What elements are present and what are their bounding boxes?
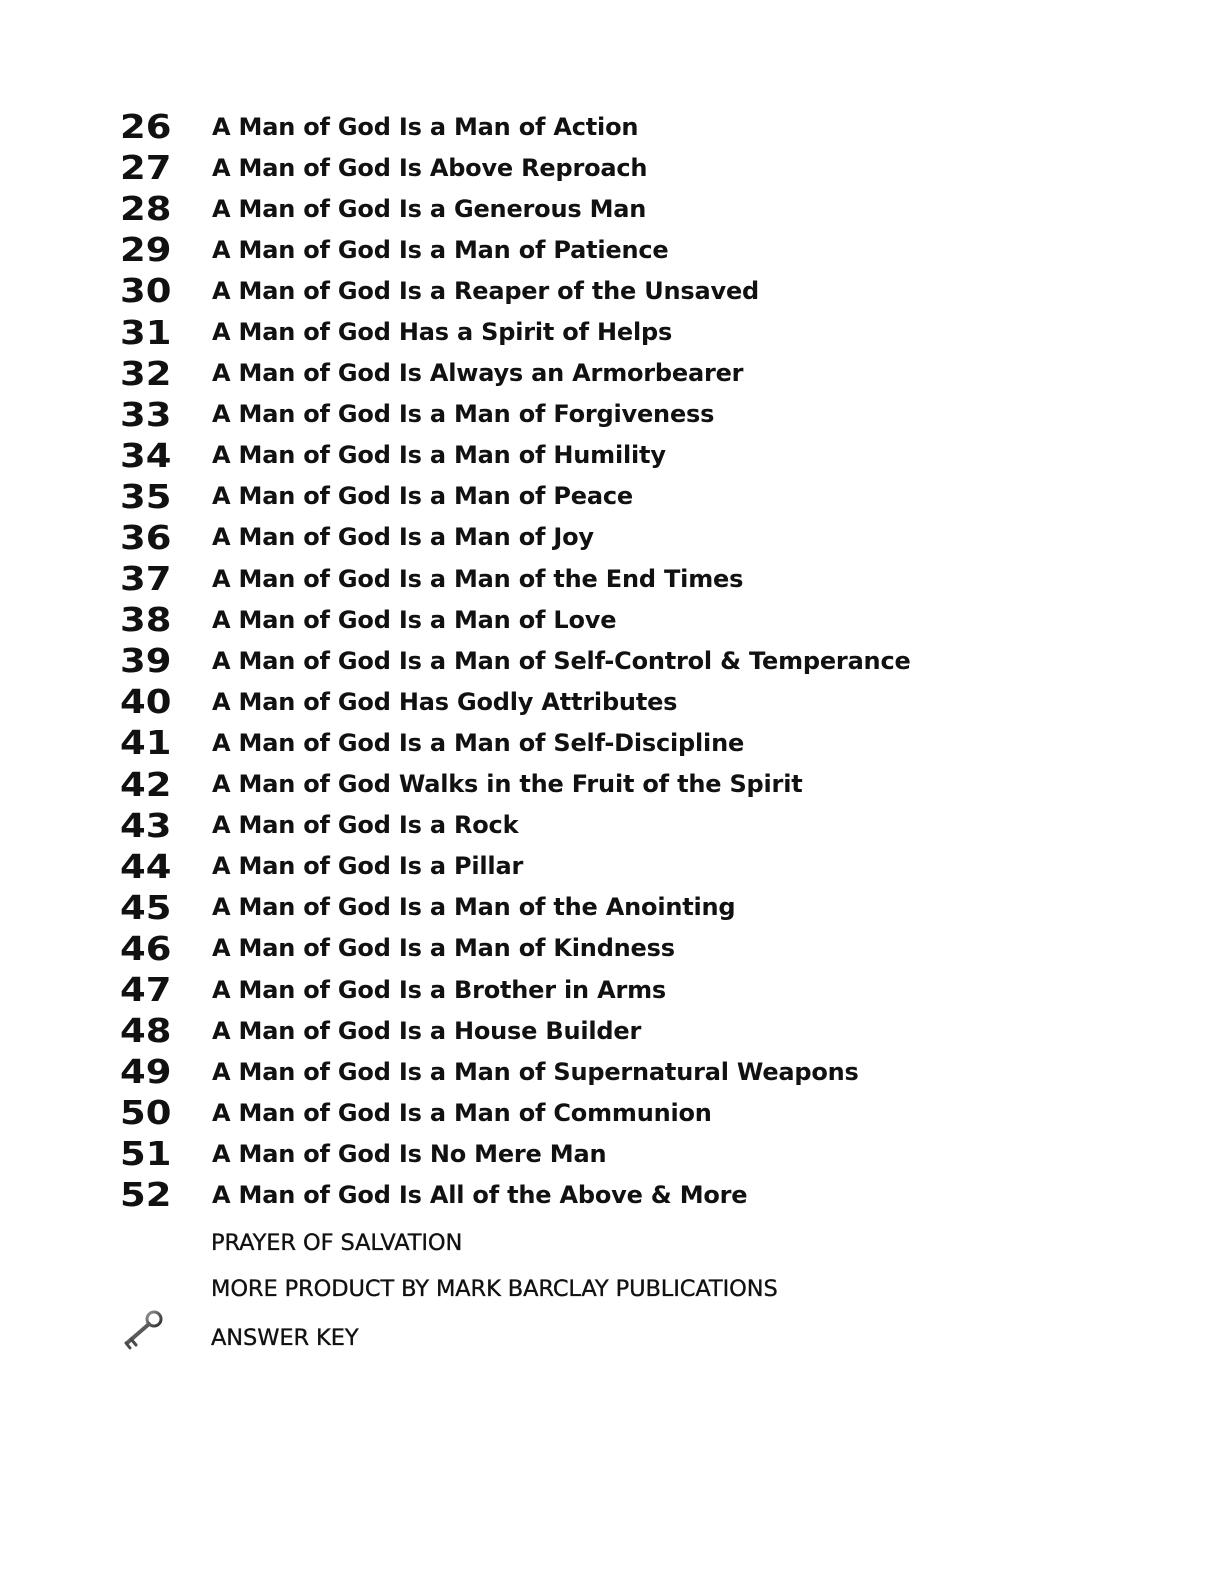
chapter-number: 40 — [120, 682, 172, 722]
toc-entry — [120, 1133, 1120, 1174]
key-icon — [120, 1308, 166, 1350]
chapter-title: A Man of God Is a Man of the Anointing — [212, 893, 736, 922]
chapter-number: 46 — [120, 928, 172, 968]
chapter-title: A Man of God Is Always an Armorbearer — [212, 359, 744, 388]
toc-entry — [120, 846, 1120, 887]
toc-entry — [120, 1174, 1120, 1215]
toc-entry — [120, 353, 1120, 394]
chapter-title: A Man of God Walks in the Fruit of the Spirit — [212, 770, 803, 799]
chapter-number: 44 — [120, 846, 172, 886]
chapter-title: A Man of God Is a Reaper of the Unsaved — [212, 276, 760, 305]
chapter-title: A Man of God Is a House Builder — [212, 1016, 642, 1045]
toc-entry — [120, 476, 1120, 517]
chapter-title: A Man of God Is a Generous Man — [212, 194, 647, 223]
chapter-number: 38 — [120, 600, 172, 640]
chapter-title: A Man of God Is a Man of Patience — [212, 235, 669, 264]
chapter-number: 33 — [120, 394, 172, 434]
toc-entry — [120, 681, 1120, 722]
toc-entry — [120, 147, 1120, 188]
more-product-entry: MORE PRODUCT BY MARK BARCLAY PUBLICATIONS — [211, 1276, 778, 1302]
chapter-title: A Man of God Is a Man of Forgiveness — [212, 400, 715, 429]
chapter-title: A Man of God Is a Man of Humility — [212, 441, 666, 470]
chapter-number: 34 — [120, 435, 172, 475]
chapter-title: A Man of God Is All of the Above & More — [212, 1180, 748, 1209]
chapter-title: A Man of God Is Above Reproach — [212, 153, 648, 182]
toc-entry — [120, 311, 1120, 352]
chapter-title: A Man of God Is a Man of Love — [212, 605, 617, 634]
chapter-title: A Man of God Is No Mere Man — [212, 1139, 607, 1168]
chapter-number: 51 — [120, 1134, 172, 1174]
chapter-title: A Man of God Is a Man of Peace — [212, 482, 633, 511]
toc-entry — [120, 599, 1120, 640]
toc-entry — [120, 435, 1120, 476]
toc-entry — [120, 928, 1120, 969]
chapter-number: 42 — [120, 764, 172, 804]
chapter-number: 27 — [120, 148, 172, 188]
toc-entry — [120, 229, 1120, 270]
toc-entry — [120, 106, 1120, 147]
toc-entry — [120, 1092, 1120, 1133]
toc-entry — [120, 1010, 1120, 1051]
toc-entry — [120, 270, 1120, 311]
toc-entry — [120, 394, 1120, 435]
toc-entry — [120, 640, 1120, 681]
toc-entry — [120, 188, 1120, 229]
toc-entry — [120, 1051, 1120, 1092]
chapter-title: A Man of God Is a Man of Communion — [212, 1098, 712, 1127]
chapter-number: 41 — [120, 723, 172, 763]
chapter-title: A Man of God Is a Man of Self-Control & Temperance — [212, 646, 911, 675]
toc-entry — [120, 722, 1120, 763]
table-of-contents — [120, 106, 1120, 1216]
chapter-title: A Man of God Is a Man of Kindness — [212, 934, 675, 963]
chapter-title: A Man of God Is a Man of Joy — [212, 523, 594, 552]
chapter-title: A Man of God Is a Man of Action — [212, 112, 639, 141]
chapter-number: 48 — [120, 1011, 172, 1051]
chapter-title: A Man of God Is a Brother in Arms — [212, 975, 666, 1004]
toc-entry — [120, 805, 1120, 846]
chapter-number: 35 — [120, 476, 172, 516]
chapter-title: A Man of God Has a Spirit of Helps — [212, 318, 673, 347]
toc-entry — [120, 969, 1120, 1010]
toc-entry — [120, 517, 1120, 558]
chapter-number: 32 — [120, 353, 172, 393]
chapter-number: 45 — [120, 887, 172, 927]
chapter-title: A Man of God Has Godly Attributes — [212, 687, 678, 716]
chapter-number: 50 — [120, 1093, 172, 1133]
chapter-title: A Man of God Is a Pillar — [212, 852, 524, 881]
toc-entry — [120, 887, 1120, 928]
prayer-of-salvation-entry: PRAYER OF SALVATION — [211, 1230, 463, 1256]
answer-key-entry: ANSWER KEY — [211, 1325, 359, 1351]
chapter-number: 36 — [120, 517, 172, 557]
chapter-number: 49 — [120, 1052, 172, 1092]
chapter-number: 37 — [120, 559, 172, 599]
chapter-number: 31 — [120, 312, 172, 352]
chapter-number: 43 — [120, 805, 172, 845]
chapter-title: A Man of God Is a Rock — [212, 811, 519, 840]
chapter-title: A Man of God Is a Man of Self-Discipline — [212, 728, 745, 757]
chapter-number: 30 — [120, 271, 172, 311]
chapter-number: 29 — [120, 230, 172, 270]
chapter-number: 28 — [120, 189, 172, 229]
toc-entry — [120, 558, 1120, 599]
chapter-number: 39 — [120, 641, 172, 681]
chapter-title: A Man of God Is a Man of Supernatural Weapons — [212, 1057, 859, 1086]
chapter-number: 26 — [120, 107, 172, 147]
chapter-number: 52 — [120, 1175, 172, 1215]
chapter-title: A Man of God Is a Man of the End Times — [212, 564, 744, 593]
toc-entry — [120, 764, 1120, 805]
chapter-number: 47 — [120, 970, 172, 1010]
